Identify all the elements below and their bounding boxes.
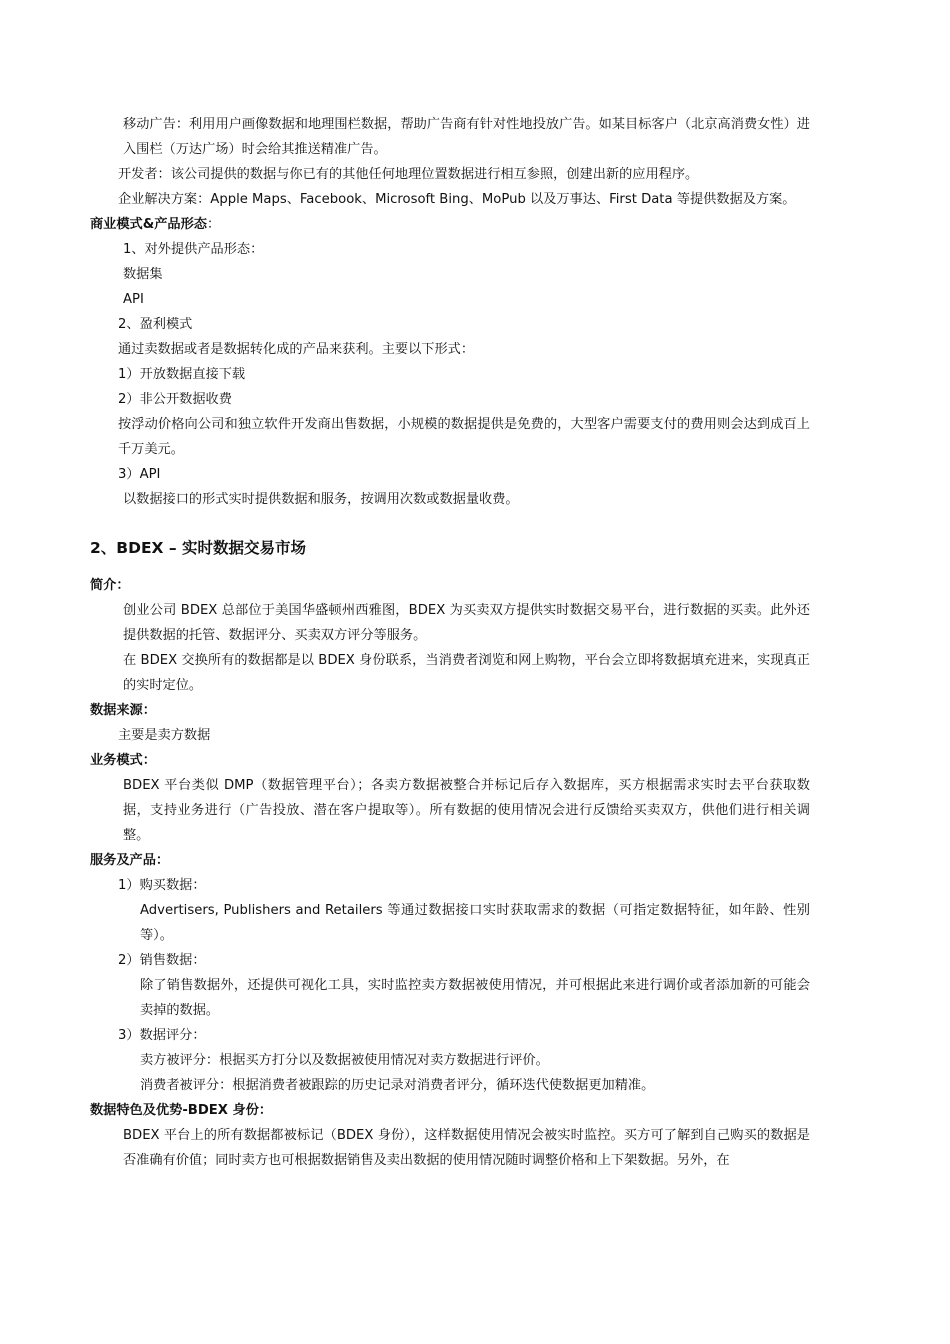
- paragraph-bdex-identity: BDEX 平台上的所有数据都被标记（BDEX 身份），这样数据使用情况会被实时监控。买方可了解到自己购买的数据是否准确有价值；同时卖方也可根据数据销售及卖出数据的使用情况随时调整价格和上下架数据。另外，在: [123, 1128, 810, 1168]
- paragraph-developers: 开发者：该公司提供的数据与你已有的其他任何地理位置数据进行相互参照，创建出新的应用程序。: [118, 167, 699, 182]
- item-api-3: 3）API: [118, 467, 161, 482]
- heading-data-features: [90, 1098, 810, 1123]
- heading-business-model-bold: 商业模式&产品形态: [90, 217, 207, 232]
- item-open-download: 1）开放数据直接下载: [118, 367, 246, 382]
- item-buy-data: 1）购买数据：: [118, 878, 206, 893]
- heading-business-model: [90, 212, 810, 237]
- item-sell-data: 2）销售数据：: [118, 953, 206, 968]
- paragraph-buy-data: Advertisers, Publishers and Retailers 等通过数据接口实时获取需求的数据（可指定数据特征，如年龄、性别等）。: [140, 903, 810, 943]
- heading-business-model-colon: ：: [207, 217, 221, 232]
- paragraph-floating-price: 按浮动价格向公司和独立软件开发商出售数据，小规模的数据提供是免费的，大型客户需要支付的费用则会达到成百上千万美元。: [118, 417, 810, 457]
- heading-services: 服务及产品：: [90, 853, 170, 868]
- item-data-scoring: 3）数据评分：: [118, 1028, 206, 1043]
- item-profit-model: 2、盈利模式: [118, 317, 193, 332]
- paragraph-business-mode: BDEX 平台类似 DMP（数据管理平台）；各卖方数据被整合并标记后存入数据库，买方根据需求实时去平台获取数据，支持业务进行（广告投放、潜在客户提取等）。所有数据的使用情况会进行反馈给买卖双方，供他们进行相关调整。: [123, 778, 810, 843]
- paragraph-data-source: 主要是卖方数据: [118, 728, 211, 743]
- item-product-forms: 1、对外提供产品形态：: [123, 242, 264, 257]
- paragraph-seller-scored: 卖方被评分：根据买方打分以及数据被使用情况对卖方数据进行评价。: [140, 1053, 549, 1068]
- item-dataset: 数据集: [123, 267, 163, 282]
- heading-data-features-bold: 数据特色及优势: [90, 1103, 183, 1118]
- heading-data-features-tail: -BDEX 身份：: [182, 1103, 273, 1118]
- document-page: [90, 112, 810, 1173]
- paragraph-api-desc: 以数据接口的形式实时提供数据和服务，按调用次数或数据量收费。: [123, 492, 519, 507]
- heading-intro: 简介：: [90, 578, 130, 593]
- paragraph-intro-2: 在 BDEX 交换所有的数据都是以 BDEX 身份联系，当消费者浏览和网上购物，平台会立即将数据填充进来，实现真正的实时定位。: [123, 653, 810, 693]
- paragraph-intro-1: 创业公司 BDEX 总部位于美国华盛顿州西雅图，BDEX 为买卖双方提供实时数据交易平台，进行数据的买卖。此外还提供数据的托管、数据评分、买卖双方评分等服务。: [123, 603, 810, 643]
- item-api: API: [123, 292, 144, 307]
- item-private-charge: 2）非公开数据收费: [118, 392, 232, 407]
- heading-business-mode: 业务模式：: [90, 753, 156, 768]
- heading-data-source: 数据来源：: [90, 703, 156, 718]
- paragraph-mobile-ads: 移动广告：利用用户画像数据和地理围栏数据，帮助广告商有针对性地投放广告。如某目标客户（北京高消费女性）进入围栏（万达广场）时会给其推送精准广告。: [123, 117, 810, 157]
- section-heading-bdex: 2、BDEX – 实时数据交易市场: [90, 539, 307, 557]
- paragraph-sell-data: 除了销售数据外，还提供可视化工具，实时监控卖方数据被使用情况，并可根据此来进行调价或者添加新的可能会卖掉的数据。: [140, 978, 810, 1018]
- paragraph-profit-desc: 通过卖数据或者是数据转化成的产品来获利。主要以下形式：: [118, 342, 475, 357]
- paragraph-enterprise: 企业解决方案：Apple Maps、Facebook、Microsoft Bing、MoPub 以及万事达、First Data 等提供数据及方案。: [118, 192, 796, 207]
- paragraph-consumer-scored: 消费者被评分：根据消费者被跟踪的历史记录对消费者评分，循环迭代使数据更加精准。: [140, 1078, 655, 1093]
